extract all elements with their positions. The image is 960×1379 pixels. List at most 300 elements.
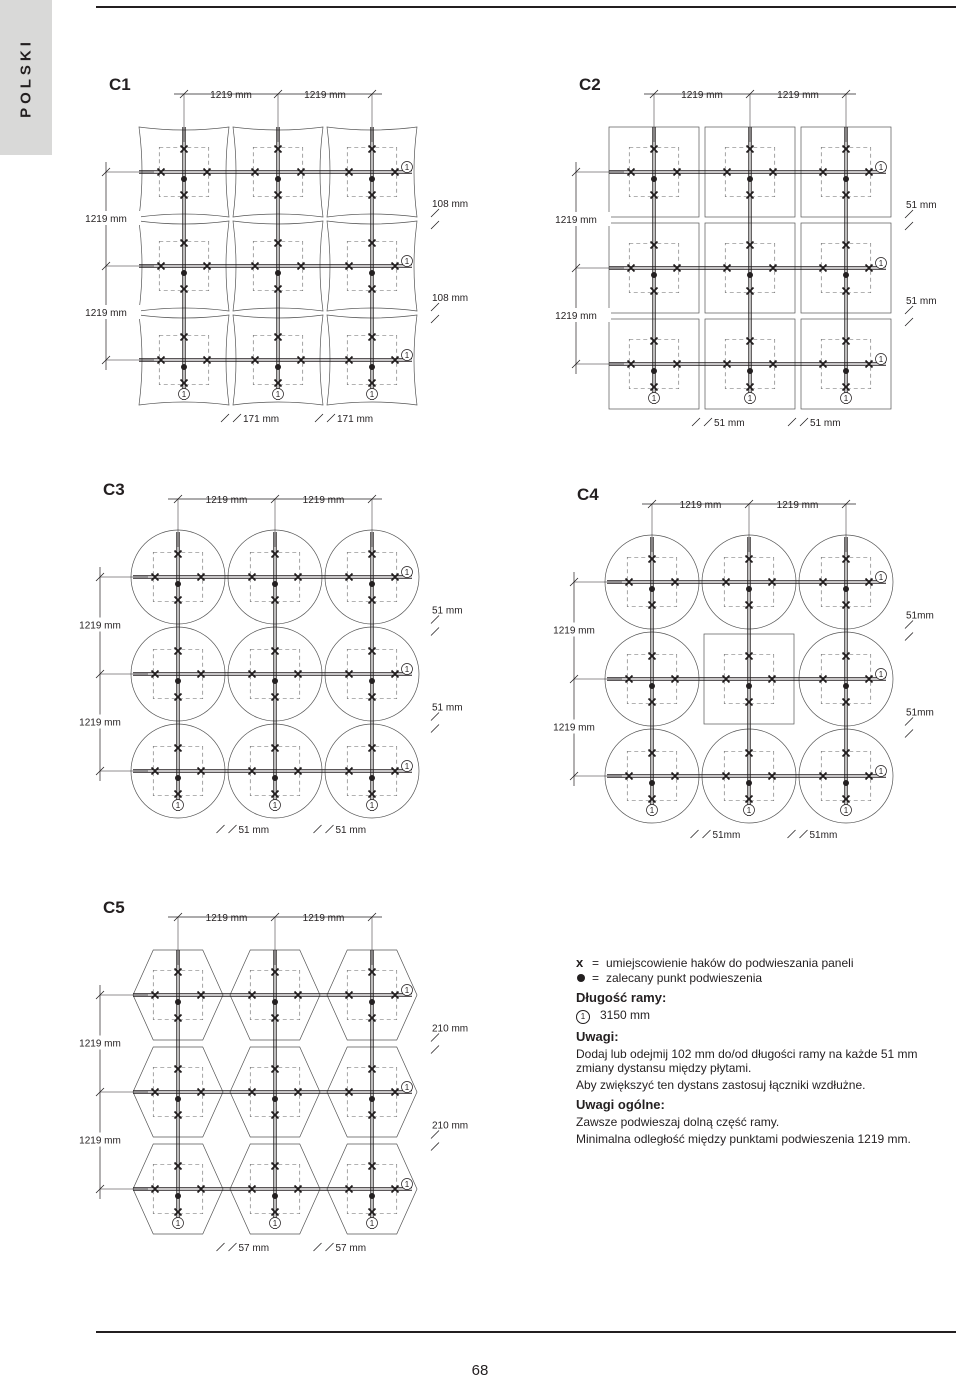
top-dimension: 1219 mm bbox=[302, 495, 345, 506]
hook-x-icon bbox=[649, 602, 656, 609]
hook-x-icon bbox=[158, 169, 165, 176]
hook-x-icon bbox=[152, 1186, 159, 1193]
hook-x-icon bbox=[674, 169, 681, 176]
dim-tick bbox=[905, 306, 913, 314]
tile-outline bbox=[821, 557, 871, 607]
tile-outline bbox=[629, 147, 679, 197]
hook-x-icon bbox=[369, 1163, 376, 1170]
top-dimension: 1219 mm bbox=[777, 90, 819, 101]
hook-x-icon bbox=[272, 791, 279, 798]
hook-x-icon bbox=[272, 551, 279, 558]
hook-x-icon bbox=[298, 357, 305, 364]
dim-tick bbox=[431, 209, 439, 217]
left-dimension: 1219 mm bbox=[79, 620, 121, 632]
hook-x-icon bbox=[346, 357, 353, 364]
tile-outline bbox=[250, 552, 300, 602]
notes-heading: Uwagi: bbox=[576, 1029, 619, 1044]
tile-outline bbox=[153, 970, 203, 1020]
dim-tick bbox=[788, 830, 796, 838]
tile-outline bbox=[821, 147, 871, 197]
suspension-dot-icon bbox=[843, 586, 849, 592]
top-dimension: 1219 mm bbox=[302, 913, 345, 924]
tile-outline bbox=[821, 654, 871, 704]
dim-tick bbox=[905, 222, 913, 230]
dim-tick bbox=[788, 418, 796, 426]
tile-outline bbox=[627, 654, 677, 704]
hook-x-icon bbox=[175, 551, 182, 558]
hook-x-icon bbox=[843, 242, 850, 249]
dim-tick bbox=[704, 418, 712, 426]
general-note-2: Minimalna odległość między punktami podwieszenia 1219 mm. bbox=[576, 1132, 911, 1146]
gap-dimension: 51mm bbox=[712, 830, 741, 841]
hook-x-icon bbox=[392, 574, 399, 581]
hook-x-icon bbox=[158, 263, 165, 270]
suspension-dot-icon bbox=[746, 586, 752, 592]
dim-tick bbox=[326, 825, 334, 833]
hook-x-icon bbox=[272, 1209, 279, 1216]
hook-x-icon bbox=[295, 1089, 302, 1096]
hook-x-icon bbox=[346, 169, 353, 176]
hook-x-icon bbox=[649, 556, 656, 563]
suspension-dot-icon bbox=[181, 364, 187, 370]
panel-pillow bbox=[327, 221, 417, 311]
tile-outline bbox=[159, 241, 209, 291]
hook-x-icon bbox=[746, 796, 753, 803]
marker-number: 1 bbox=[878, 573, 884, 582]
hook-x-icon bbox=[628, 265, 635, 272]
marker-number: 1 bbox=[272, 1219, 278, 1228]
hook-x-icon bbox=[181, 240, 188, 247]
tile-outline bbox=[724, 557, 774, 607]
hook-x-icon bbox=[369, 286, 376, 293]
dim-tick bbox=[905, 318, 913, 326]
dim-tick bbox=[217, 1243, 225, 1251]
hook-x-icon bbox=[843, 192, 850, 199]
hook-x-icon bbox=[649, 796, 656, 803]
marker-number: 1 bbox=[746, 806, 752, 815]
marker-number: 1 bbox=[651, 394, 657, 403]
hook-x-icon bbox=[295, 768, 302, 775]
hook-x-icon bbox=[392, 992, 399, 999]
hook-x-icon bbox=[272, 1066, 279, 1073]
legend-x-row bbox=[576, 956, 946, 970]
hook-x-icon bbox=[843, 288, 850, 295]
hook-x-icon bbox=[369, 192, 376, 199]
left-dimension: 1219 mm bbox=[85, 214, 127, 225]
tile-outline bbox=[347, 970, 397, 1020]
marker-number: 1 bbox=[843, 806, 849, 815]
suspension-dot-icon bbox=[369, 775, 375, 781]
hook-x-icon bbox=[392, 169, 399, 176]
hook-x-icon bbox=[249, 768, 256, 775]
hook-x-icon bbox=[204, 169, 211, 176]
hook-x-icon bbox=[747, 146, 754, 153]
left-dimension: 1219 mm bbox=[85, 308, 127, 319]
hook-x-icon bbox=[275, 286, 282, 293]
hook-x-icon bbox=[175, 597, 182, 604]
hook-x-icon bbox=[843, 556, 850, 563]
tile-outline bbox=[159, 147, 209, 197]
hook-x-icon bbox=[346, 992, 353, 999]
tile-outline bbox=[153, 649, 203, 699]
hook-x-icon bbox=[820, 676, 827, 683]
dim-tick bbox=[221, 414, 229, 422]
hook-x-icon bbox=[843, 384, 850, 391]
suspension-dot-icon bbox=[175, 678, 181, 684]
hook-x-icon bbox=[369, 1066, 376, 1073]
tile-outline bbox=[253, 241, 303, 291]
suspension-dot-icon bbox=[747, 368, 753, 374]
dim-tick bbox=[431, 725, 439, 733]
legend-x-text: umiejscowienie haków do podwieszania paneli bbox=[606, 956, 854, 970]
dim-tick bbox=[315, 414, 323, 422]
dim-tick bbox=[703, 830, 711, 838]
hook-x-icon bbox=[252, 169, 259, 176]
hook-x-icon bbox=[175, 1163, 182, 1170]
legend bbox=[576, 956, 946, 1149]
hook-x-icon bbox=[626, 676, 633, 683]
suspension-dot-icon bbox=[175, 775, 181, 781]
frame-length bbox=[576, 1008, 946, 1024]
marker-number: 1 bbox=[878, 355, 884, 364]
tile-outline bbox=[250, 1164, 300, 1214]
suspension-dot-icon bbox=[649, 780, 655, 786]
hook-x-icon bbox=[649, 653, 656, 660]
left-dimension: 1219 mm bbox=[553, 722, 595, 734]
note-1: Dodaj lub odejmij 102 mm do/od długości ramy na każde 51 mm zmiany dystansu między płytami. bbox=[576, 1047, 918, 1075]
dim-tick bbox=[431, 1034, 439, 1042]
suspension-dot-icon bbox=[843, 780, 849, 786]
panel-hexagon bbox=[230, 1047, 320, 1137]
hook-x-icon bbox=[175, 694, 182, 701]
hook-x-icon bbox=[866, 579, 873, 586]
hook-x-icon bbox=[820, 773, 827, 780]
equals-sign: = bbox=[592, 956, 600, 970]
hook-x-icon bbox=[298, 169, 305, 176]
suspension-dot-icon bbox=[272, 678, 278, 684]
hook-x-icon bbox=[198, 574, 205, 581]
config-title: C3 bbox=[103, 480, 125, 499]
hook-x-icon bbox=[672, 773, 679, 780]
gap-dimension: 51mm bbox=[906, 707, 934, 719]
hook-x-icon bbox=[843, 338, 850, 345]
hook-x-icon bbox=[747, 288, 754, 295]
dim-tick bbox=[905, 718, 913, 726]
hook-x-icon bbox=[175, 969, 182, 976]
hook-x-icon bbox=[866, 773, 873, 780]
hook-x-icon bbox=[175, 745, 182, 752]
marker-number: 1 bbox=[878, 259, 884, 268]
dim-tick bbox=[326, 1243, 334, 1251]
hook-x-icon bbox=[843, 699, 850, 706]
page-number: 68 bbox=[471, 1362, 489, 1379]
tile-outline bbox=[821, 751, 871, 801]
hook-x-icon bbox=[746, 602, 753, 609]
hook-x-icon bbox=[626, 773, 633, 780]
hook-x-icon bbox=[369, 1209, 376, 1216]
gap-dimension: 108 mm bbox=[432, 199, 469, 210]
hook-x-icon bbox=[272, 745, 279, 752]
hook-x-icon bbox=[175, 648, 182, 655]
gap-dimension: 51 mm bbox=[906, 200, 937, 211]
dim-tick bbox=[431, 713, 439, 721]
tile-outline bbox=[347, 746, 397, 796]
hook-x-icon bbox=[843, 750, 850, 757]
dim-tick bbox=[905, 210, 913, 218]
gap-dimension: 57 mm bbox=[335, 1243, 367, 1254]
tile-outline bbox=[347, 335, 397, 385]
hook-x-icon bbox=[275, 146, 282, 153]
gap-dimension: 210 mm bbox=[432, 1023, 469, 1035]
suspension-dot-icon bbox=[843, 368, 849, 374]
hook-x-icon bbox=[295, 992, 302, 999]
gap-dimension: 51 mm bbox=[432, 702, 463, 714]
hook-x-icon bbox=[275, 380, 282, 387]
hook-x-icon bbox=[175, 1066, 182, 1073]
hook-x-icon bbox=[369, 240, 376, 247]
hook-x-icon bbox=[272, 1015, 279, 1022]
suspension-dot-icon bbox=[843, 683, 849, 689]
top-dimension: 1219 mm bbox=[205, 495, 248, 506]
dim-tick bbox=[217, 825, 225, 833]
hook-x-icon bbox=[252, 263, 259, 270]
suspension-dot-icon bbox=[651, 272, 657, 278]
tile-outline bbox=[153, 552, 203, 602]
tile-outline bbox=[347, 649, 397, 699]
dim-tick bbox=[692, 418, 700, 426]
hook-x-icon bbox=[369, 694, 376, 701]
language-label: POLSKI bbox=[17, 38, 35, 118]
tile-outline bbox=[153, 746, 203, 796]
hook-x-icon bbox=[198, 671, 205, 678]
hook-x-icon bbox=[392, 768, 399, 775]
suspension-dot-icon bbox=[272, 1193, 278, 1199]
marker-number: 1 bbox=[878, 163, 884, 172]
hook-x-icon bbox=[295, 671, 302, 678]
marker-number: 1 bbox=[878, 670, 884, 679]
gap-dimension: 51 mm bbox=[432, 605, 463, 617]
suspension-dot-icon bbox=[175, 581, 181, 587]
suspension-dot-icon bbox=[369, 270, 375, 276]
hook-x-icon bbox=[820, 265, 827, 272]
hook-x-icon bbox=[198, 768, 205, 775]
hook-x-icon bbox=[724, 265, 731, 272]
hook-x-icon bbox=[723, 579, 730, 586]
marker-number: 1 bbox=[369, 390, 375, 399]
suspension-dot-icon bbox=[369, 176, 375, 182]
hook-x-icon bbox=[369, 380, 376, 387]
tile-outline bbox=[347, 552, 397, 602]
hook-x-icon bbox=[626, 579, 633, 586]
hook-x-icon bbox=[369, 334, 376, 341]
hook-x-icon bbox=[369, 791, 376, 798]
left-dimension: 1219 mm bbox=[555, 215, 597, 226]
dim-tick bbox=[691, 830, 699, 838]
suspension-dot-icon bbox=[369, 1096, 375, 1102]
panel-square bbox=[704, 634, 794, 724]
hook-x-icon bbox=[369, 969, 376, 976]
gap-dimension: 51 mm bbox=[238, 825, 270, 836]
suspension-dot-icon bbox=[747, 272, 753, 278]
hook-x-icon bbox=[346, 263, 353, 270]
tile-outline bbox=[627, 751, 677, 801]
suspension-dot-icon bbox=[275, 176, 281, 182]
top-dimension: 1219 mm bbox=[681, 90, 723, 101]
top-dimension: 1219 mm bbox=[679, 500, 722, 511]
hook-x-icon bbox=[770, 361, 777, 368]
marker-number: 1 bbox=[649, 806, 655, 815]
hook-x-icon bbox=[346, 574, 353, 581]
gap-dimension: 108 mm bbox=[432, 293, 469, 304]
suspension-dot-icon bbox=[181, 270, 187, 276]
gap-dimension: 171 mm bbox=[243, 414, 280, 425]
gap-dimension: 210 mm bbox=[432, 1120, 469, 1132]
hook-x-icon bbox=[275, 240, 282, 247]
hook-x-icon bbox=[198, 992, 205, 999]
marker-number: 1 bbox=[275, 390, 281, 399]
suspension-dot-icon bbox=[275, 364, 281, 370]
frame-marker: 1 bbox=[576, 1010, 590, 1024]
suspension-dot-icon bbox=[275, 270, 281, 276]
general-heading: Uwagi ogólne: bbox=[576, 1097, 665, 1112]
hook-x-icon bbox=[866, 361, 873, 368]
hook-x-icon bbox=[295, 574, 302, 581]
hook-x-icon bbox=[346, 1186, 353, 1193]
hook-x-icon bbox=[346, 671, 353, 678]
hook-x-icon bbox=[392, 263, 399, 270]
suspension-dot-icon bbox=[272, 1096, 278, 1102]
config-title: C5 bbox=[103, 898, 125, 917]
marker-number: 1 bbox=[404, 257, 410, 266]
hook-x-icon bbox=[628, 169, 635, 176]
hook-x-icon bbox=[674, 265, 681, 272]
suspension-dot-icon bbox=[181, 176, 187, 182]
hook-x-icon bbox=[820, 169, 827, 176]
hook-x-icon bbox=[369, 1015, 376, 1022]
hook-x-icon bbox=[272, 648, 279, 655]
top-dimension: 1219 mm bbox=[210, 90, 252, 101]
hook-x-icon bbox=[181, 286, 188, 293]
tile-outline bbox=[250, 1067, 300, 1117]
hook-x-icon bbox=[369, 146, 376, 153]
marker-number: 1 bbox=[404, 568, 410, 577]
marker-number: 1 bbox=[404, 1083, 410, 1092]
hook-x-icon bbox=[346, 768, 353, 775]
hook-x-icon bbox=[649, 750, 656, 757]
hook-x-icon bbox=[152, 671, 159, 678]
hook-x-icon bbox=[175, 791, 182, 798]
tile-outline bbox=[250, 649, 300, 699]
panel-square bbox=[801, 223, 891, 313]
equals-sign: = bbox=[592, 971, 600, 985]
hook-x-icon bbox=[747, 384, 754, 391]
hook-x-icon bbox=[392, 1186, 399, 1193]
hook-x-icon bbox=[204, 263, 211, 270]
suspension-dot-icon bbox=[369, 581, 375, 587]
marker-number: 1 bbox=[175, 801, 181, 810]
tile-outline bbox=[153, 1164, 203, 1214]
dim-tick bbox=[229, 1243, 237, 1251]
hook-x-icon bbox=[369, 745, 376, 752]
hook-x-icon bbox=[651, 338, 658, 345]
hook-x-icon bbox=[369, 1112, 376, 1119]
hook-x-icon bbox=[724, 361, 731, 368]
config-title: C4 bbox=[577, 485, 599, 504]
top-dimension: 1219 mm bbox=[304, 90, 346, 101]
hook-x-icon bbox=[181, 192, 188, 199]
gap-dimension: 51 mm bbox=[335, 825, 367, 836]
hook-x-icon bbox=[204, 357, 211, 364]
left-dimension: 1219 mm bbox=[79, 1135, 121, 1147]
marker-number: 1 bbox=[181, 390, 187, 399]
hook-x-icon bbox=[843, 796, 850, 803]
dim-tick bbox=[905, 621, 913, 629]
gap-dimension: 51 mm bbox=[810, 418, 841, 429]
suspension-dot-icon bbox=[651, 176, 657, 182]
hook-x-icon bbox=[866, 265, 873, 272]
legend-dot-text: zalecany punkt podwieszenia bbox=[606, 971, 763, 985]
left-dimension: 1219 mm bbox=[555, 311, 597, 322]
marker-number: 1 bbox=[369, 801, 375, 810]
hook-x-icon bbox=[770, 265, 777, 272]
hook-x-icon bbox=[746, 699, 753, 706]
config-c4 bbox=[539, 485, 934, 841]
suspension-dot-icon bbox=[747, 176, 753, 182]
dim-tick bbox=[431, 221, 439, 229]
top-dimension: 1219 mm bbox=[205, 913, 248, 924]
gap-dimension: 51mm bbox=[809, 830, 838, 841]
suspension-dot-icon bbox=[175, 999, 181, 1005]
suspension-dot-icon bbox=[369, 364, 375, 370]
suspension-dot-icon bbox=[369, 999, 375, 1005]
hook-x-icon bbox=[181, 334, 188, 341]
marker-number: 1 bbox=[404, 1180, 410, 1189]
hook-x-icon bbox=[674, 361, 681, 368]
dim-tick bbox=[905, 633, 913, 641]
hook-x-icon bbox=[181, 380, 188, 387]
tile-outline bbox=[347, 1164, 397, 1214]
hook-x-icon bbox=[866, 169, 873, 176]
hook-x-icon bbox=[369, 648, 376, 655]
dim-tick bbox=[314, 825, 322, 833]
suspension-dot-icon bbox=[369, 678, 375, 684]
hook-x-icon bbox=[249, 992, 256, 999]
gap-dimension: 51 mm bbox=[714, 418, 745, 429]
dim-tick bbox=[431, 628, 439, 636]
hook-x-icon bbox=[175, 1112, 182, 1119]
hook-x-icon bbox=[249, 671, 256, 678]
left-dimension: 1219 mm bbox=[79, 1038, 121, 1050]
marker-number: 1 bbox=[404, 986, 410, 995]
panel-square bbox=[705, 223, 795, 313]
tile-outline bbox=[629, 339, 679, 389]
dim-tick bbox=[800, 830, 808, 838]
marker-number: 1 bbox=[175, 1219, 181, 1228]
hook-x-icon bbox=[346, 1089, 353, 1096]
hook-x-icon bbox=[769, 773, 776, 780]
tile-outline bbox=[725, 339, 775, 389]
suspension-dot-icon bbox=[843, 272, 849, 278]
hook-x-icon bbox=[275, 192, 282, 199]
hook-x-icon bbox=[198, 1186, 205, 1193]
hook-x-icon bbox=[181, 146, 188, 153]
hook-x-icon bbox=[723, 676, 730, 683]
hook-x-icon bbox=[769, 579, 776, 586]
hook-x-icon bbox=[651, 146, 658, 153]
suspension-dot-icon bbox=[843, 176, 849, 182]
hook-x-icon bbox=[275, 334, 282, 341]
hook-x-icon bbox=[152, 574, 159, 581]
